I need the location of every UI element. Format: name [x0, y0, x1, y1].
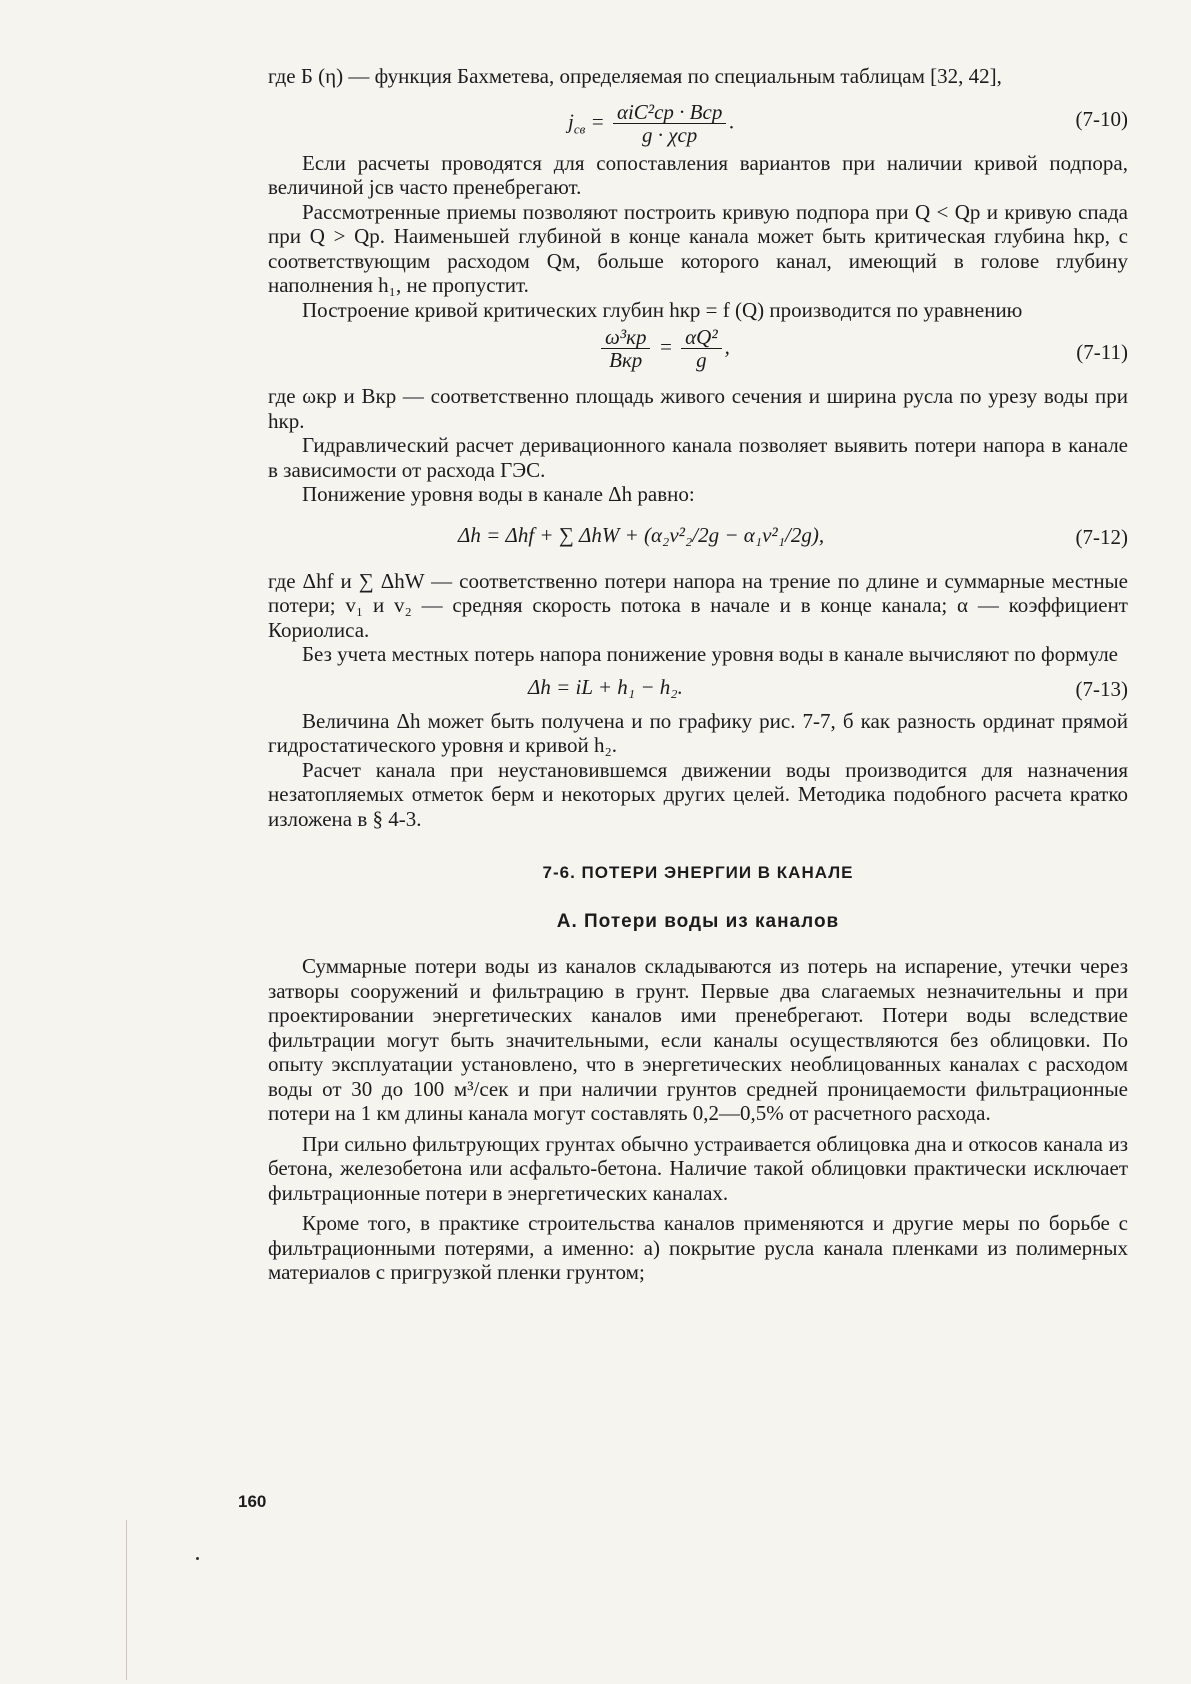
formula-7-13: [268, 671, 1128, 705]
formula-expression: $j_{св}$ = $\frac{\text{αiC²ср · Bср}}{\text{g · χср}}$ .: [568, 99, 735, 147]
page-number: 160: [238, 1492, 267, 1511]
scan-edge-line: [126, 1520, 127, 1680]
paragraph: Кроме того, в практике строительства каналов применяются и другие меры по борьбе с фильтрационными потерями, а именно: а) покрытие русла канала пленками из полимерных материалов с пригрузкой пленки грунтом;: [268, 1211, 1128, 1284]
formula-expression: Δh = iL + h₁ − h₂.: [528, 674, 683, 699]
page-content: [268, 64, 1128, 1285]
equation-number: (7-11): [1076, 340, 1128, 364]
paragraph: Понижение уровня воды в канале Δh равно:: [302, 482, 695, 506]
formula-expression: Δh = Δhf + ∑ ΔhW + (α₂v²₂/2g − α₁v²₁/2g),: [458, 522, 825, 547]
formula-7-11: [268, 326, 1128, 380]
paragraph: При сильно фильтрующих грунтах обычно устраивается облицовка дна и откосов канала из бетона, железобетона или асфальто-бетона. Наличие такой облицовки практически исключает фильтрационные потери в энергетических каналах.: [268, 1131, 1128, 1205]
fraction: $\frac{\text{αQ²}}{g}$: [681, 326, 721, 371]
paragraph: Если расчеты проводятся для сопоставления вариантов при наличии кривой подпора, величиной jсв часто пренебрегают.: [268, 150, 1128, 199]
paragraph: Гидравлический расчет деривационного канала позволяет выявить потери напора в канале в зависимости от расхода ГЭС.: [268, 433, 1128, 482]
equation-number: (7-10): [1075, 106, 1128, 131]
subsection-heading: А. Потери воды из каналов: [556, 910, 840, 932]
section-heading: 7-6. ПОТЕРИ ЭНЕРГИИ В КАНАЛЕ: [542, 863, 854, 882]
paragraph: Суммарные потери воды из каналов складываются из потерь на испарение, утечки через затворы сооружений и фильтрацию в грунт. Первые два слагаемых незначительны и при проектировании энергетических каналов ими пренебрегают. Потери воды вследствие фильтрации могут быть значительными, если каналы осуществляются без облицовки. По опыту эксплуатации установлено, что в энергетических необлицованных каналах с расходом воды от 30 до 100 м³/сек и при наличии грунтов средней проницаемости фильтрационные потери на 1 км длины канала могут составлять 0,2—0,5% от расчетного расхода.: [268, 954, 1128, 1125]
formula-expression: $\frac{\text{ω³кр}}{\text{Bкр}}$ = $\frac{\text{αQ²}}{g}$ ,: [598, 326, 730, 371]
paragraph: Расчет канала при неустановившемся движении воды производится для назначения незатопляемых отметок берм и некоторых других целей. Методика подобного расчета кратко изложена в § 4-3.: [268, 757, 1128, 831]
fraction: $\frac{\text{ω³кр}}{\text{Bкр}}$: [601, 326, 650, 371]
paragraph: где Δhf и ∑ ΔhW — соответственно потери напора на трение по длине и суммарные местные потери; v₁ и v₂ — средняя скорость потока в начале и в конце канала; α — коэффициент Кориолиса.: [268, 568, 1128, 642]
paragraph: Рассмотренные приемы позволяют построить кривую подпора при Q < Qр и кривую спада при Q > Qр. Наименьшей глубиной в конце канала может быть критическая глубина hкр, с соответствующим расходом Qм, больше которого канал, имеющий в голове глубину наполнения h₁, не пропустит.: [268, 199, 1128, 297]
formula-7-10: [268, 93, 1128, 147]
equation-number: (7-12): [1075, 524, 1128, 549]
formula-7-12: [268, 511, 1128, 565]
fraction: $\frac{\text{αiC²ср · Bср}}{\text{g · χср}}$: [613, 101, 726, 146]
paragraph: где Б (η) — функция Бахметева, определяемая по специальным таблицам [32, 42],: [268, 64, 1002, 88]
paragraph: Величина Δh может быть получена и по графику рис. 7-7, б как разность ординат прямой гидростатического уровня и кривой h₂.: [268, 708, 1128, 757]
scan-speck: [196, 1557, 199, 1560]
equation-number: (7-13): [1075, 676, 1128, 701]
paragraph: Без учета местных потерь напора понижение уровня воды в канале вычисляют по формуле: [302, 642, 1118, 666]
paragraph: Построение кривой критических глубин hкр = f (Q) производится по уравнению: [302, 297, 1023, 322]
paragraph: где ωкр и Bкр — соответственно площадь живого сечения и ширина русла по урезу воды при hкр.: [268, 384, 1128, 433]
